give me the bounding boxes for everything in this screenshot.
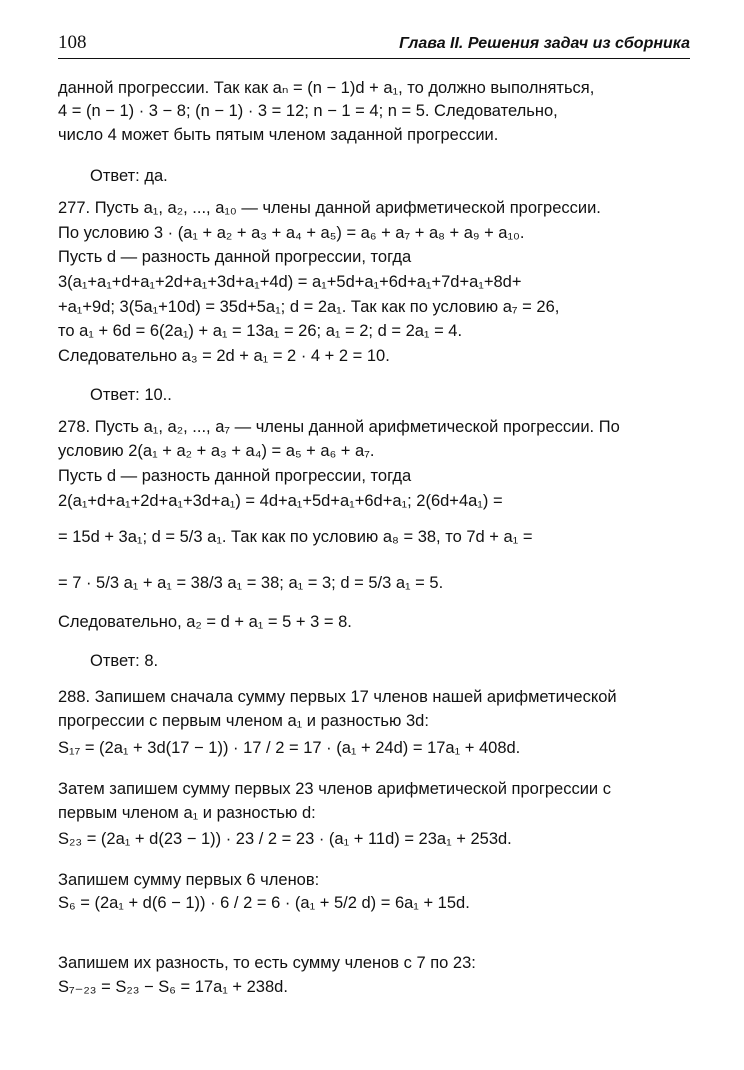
text-line: = 7 · 5/3 a₁ + a₁ = 38/3 a₁ = 38; a₁ = 3; d = 5/3 a₁ = 5. [58, 574, 444, 592]
running-header [58, 32, 690, 59]
text-line: условию 2(a₁ + a₂ + a₃ + a₄) = a₅ + a₆ + a₇. [58, 442, 375, 460]
page [58, 32, 690, 59]
text-line: Запишем их разность, то есть сумму членов с 7 по 23: [58, 954, 476, 972]
text-line: 278. Пусть a₁, a₂, ..., a₇ — члены данной арифметической прогрессии. По [58, 418, 620, 436]
text-line: 3(a₁+a₁+d+a₁+2d+a₁+3d+a₁+4d) = a₁+5d+a₁+6d+a₁+7d+a₁+8d+ [58, 273, 522, 291]
answer-line: Ответ: да. [90, 167, 168, 185]
text-line: первым членом a₁ и разностью d: [58, 804, 316, 822]
text-line: S₂₃ = (2a₁ + d(23 − 1)) · 23 / 2 = 23 · (a₁ + 11d) = 23a₁ + 253d. [58, 830, 512, 848]
text-line: данной прогрессии. Так как aₙ = (n − 1)d + a₁, то должно выполняться, [58, 79, 595, 97]
text-line: Следовательно, a₂ = d + a₁ = 5 + 3 = 8. [58, 613, 352, 631]
answer-line: Ответ: 10.. [90, 386, 172, 404]
text-line: Затем запишем сумму первых 23 членов арифметической прогрессии с [58, 780, 611, 798]
text-line: S₇₋₂₃ = S₂₃ − S₆ = 17a₁ + 238d. [58, 978, 288, 996]
text-line: Пусть d — разность данной прогрессии, тогда [58, 467, 412, 485]
answer-line: Ответ: 8. [90, 652, 159, 670]
text-line: Следовательно a₃ = 2d + a₁ = 2 · 4 + 2 = 10. [58, 347, 390, 365]
text-line: S₆ = (2a₁ + d(6 − 1)) · 6 / 2 = 6 · (a₁ + 5/2 d) = 6a₁ + 15d. [58, 894, 470, 912]
text-line: прогрессии с первым членом a₁ и разностью 3d: [58, 712, 429, 730]
text-line: +a₁+9d; 3(5a₁+10d) = 35d+5a₁; d = 2a₁. Так как по условию a₇ = 26, [58, 298, 560, 316]
text-line: S₁₇ = (2a₁ + 3d(17 − 1)) · 17 / 2 = 17 · (a₁ + 24d) = 17a₁ + 408d. [58, 739, 521, 757]
text-line: = 15d + 3a₁; d = 5/3 a₁. Так как по условию a₈ = 38, то 7d + a₁ = [58, 528, 533, 546]
page-number: 108 [58, 32, 87, 53]
text-line: 288. Запишем сначала сумму первых 17 членов нашей арифметической [58, 688, 617, 706]
text-line: 277. Пусть a₁, a₂, ..., a₁₀ — члены данной арифметической прогрессии. [58, 199, 601, 217]
text-line: Пусть d — разность данной прогрессии, тогда [58, 248, 412, 266]
chapter-title: Глава II. Решения задач из сборника [399, 35, 690, 52]
text-line: 4 = (n − 1) · 3 − 8; (n − 1) · 3 = 12; n − 1 = 4; n = 5. Следовательно, [58, 102, 558, 120]
text-line: то a₁ + 6d = 6(2a₁) + a₁ = 13a₁ = 26; a₁ = 2; d = 2a₁ = 4. [58, 322, 463, 340]
text-line: По условию 3 · (a₁ + a₂ + a₃ + a₄ + a₅) = a₆ + a₇ + a₈ + a₉ + a₁₀. [58, 224, 525, 242]
text-line: число 4 может быть пятым членом заданной прогрессии. [58, 126, 499, 144]
text-line: Запишем сумму первых 6 членов: [58, 871, 320, 889]
text-line: 2(a₁+d+a₁+2d+a₁+3d+a₁) = 4d+a₁+5d+a₁+6d+a₁; 2(6d+4a₁) = [58, 492, 503, 510]
